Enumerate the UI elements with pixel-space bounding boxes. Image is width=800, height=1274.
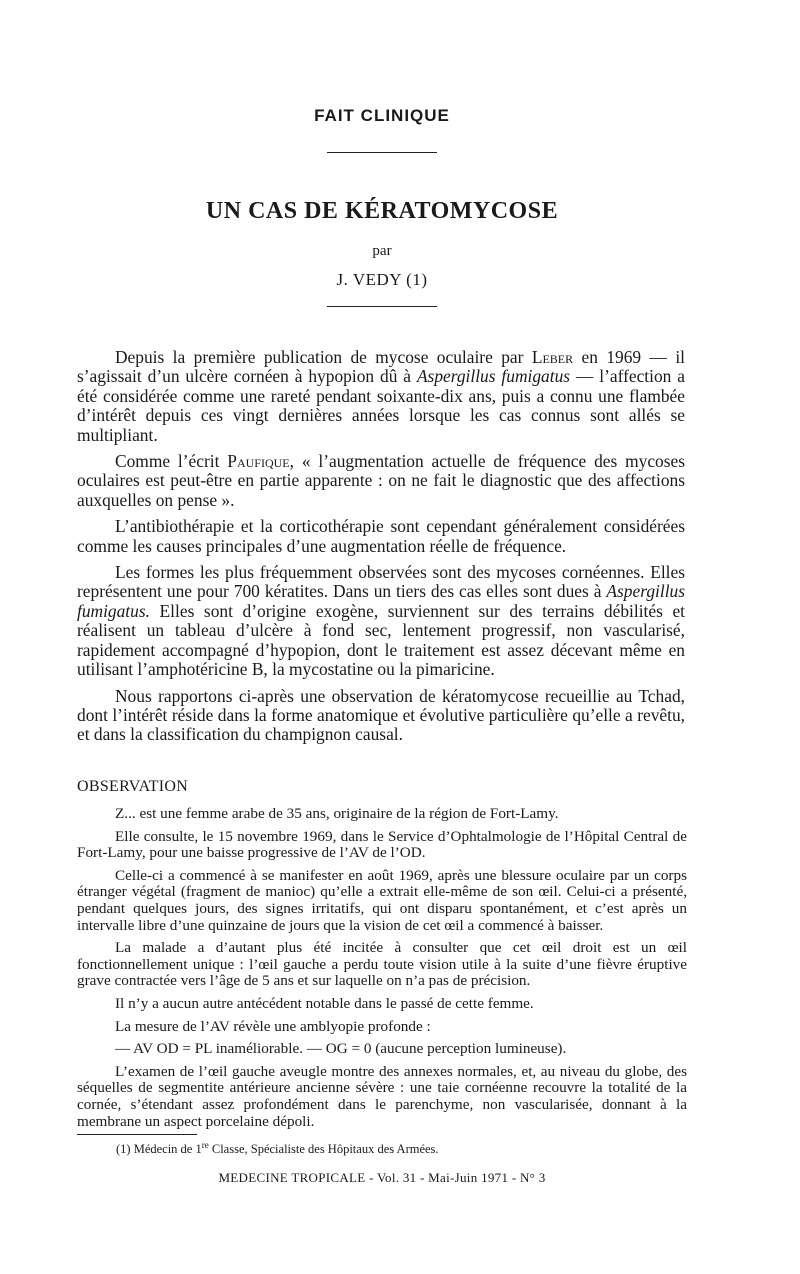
observation-paragraph: La malade a d’autant plus été incitée à consulter que cet œil droit est un œil fonctionnellement unique : l’œil gauche a perdu toute vision utile à la suite d’une fièvre éruptive grave contractée vers l’âge de 5 ans et sur laquelle on n’a pas de précision. bbox=[77, 939, 687, 990]
title-rule-top bbox=[327, 152, 437, 153]
observation-paragraph: L’examen de l’œil gauche aveugle montre des annexes normales, et, au niveau du globe, des séquelles de segmentite antérieure ancienne sévère : une taie cornéenne recouvre la totalité de la cornée, s’étendant assez profondément dans le parenchyme, non vascularisée, donnant à la membrane un aspect porcelaine dépoli. bbox=[77, 1062, 687, 1130]
article-title: UN CAS DE KÉRATOMYCOSE bbox=[205, 198, 559, 224]
observation-heading: OBSERVATION bbox=[77, 778, 189, 795]
author-name: J. VEDY (1) bbox=[336, 270, 428, 289]
title-rule-bottom bbox=[327, 306, 437, 307]
footnote: (1) Médecin de 1re Classe, Spécialiste des Hôpitaux des Armées. bbox=[116, 1140, 439, 1157]
by-line: par bbox=[372, 243, 392, 259]
observation-paragraph: Celle-ci a commencé à se manifester en août 1969, après une blessure oculaire par un corps étranger végétal (fragment de manioc) qu’elle a extrait elle-même de son œil. Celui-ci a présenté, pendant quelques jours, des signes irritatifs, qui ont disparu spontanément, et c’est après un intervalle libre d’une quinzaine de jours que la vision de cet œil a commencé à baisser. bbox=[77, 866, 687, 934]
observation-paragraph: — AV OD = PL inaméliorable. — OG = 0 (aucune perception lumineuse). bbox=[115, 1040, 567, 1058]
intro-paragraph: Nous rapportons ci-après une observation de kératomycose recueillie au Tchad, dont l’intérêt réside dans la forme anatomique et évolutive particulière qu’elle a revêtu, et dans la classification du champignon causal. bbox=[77, 685, 685, 745]
intro-paragraph: Comme l’écrit Paufique, « l’augmentation actuelle de fréquence des mycoses oculaires est peut-être en partie apparente : on ne fait le diagnostic que des affections auxquelles on pense ». bbox=[77, 451, 686, 510]
observation-paragraph: Elle consulte, le 15 novembre 1969, dans le Service d’Ophtalmologie de l’Hôpital Central de Fort-Lamy, pour une baisse progressive de l’AV de l’OD. bbox=[77, 827, 687, 862]
intro-paragraph: Les formes les plus fréquemment observées sont des mycoses cornéennes. Elles représentent une pour 700 kératites. Dans un tiers des cas elles sont dues à Aspergillus fumigatus. Elles sont d’origine exogène, surviennent sur des terrains débilités et réalisent un tableau d’ulcère à fond sec, lentement progressif, non vascularisé, rapidement accompagné d’hypopion, dont le traitement est assez décevant même en utilisant l’amphotéricine B, la mycostatine ou la pimaricine. bbox=[77, 562, 685, 680]
journal-footer: MEDECINE TROPICALE - Vol. 31 - Mai-Juin 1971 - N° 3 bbox=[218, 1170, 546, 1185]
footnote-rule bbox=[77, 1134, 197, 1135]
observation-paragraph: Z... est une femme arabe de 35 ans, originaire de la région de Fort-Lamy. bbox=[115, 805, 559, 822]
observation-paragraph: Il n’y a aucun autre antécédent notable dans le passé de cette femme. bbox=[115, 994, 534, 1012]
introduction-text bbox=[77, 348, 685, 752]
observation-paragraph: La mesure de l’AV révèle une amblyopie profonde : bbox=[115, 1017, 431, 1035]
intro-paragraph: Depuis la première publication de mycose oculaire par Leber en 1969 — il s’agissait d’un ulcère cornéen à hypopion dû à Aspergillus fumigatus — l’affection a été considérée comme une rareté pendant soixante-dix ans, puis a connu une flambée d’intérêt depuis ces vingt dernières années lorsque les cas connus sont allés se multipliant. bbox=[77, 347, 685, 445]
observation-text bbox=[77, 806, 687, 1136]
section-label: FAIT CLINIQUE bbox=[314, 106, 450, 125]
intro-paragraph: L’antibiothérapie et la corticothérapie sont cependant généralement considérées comme les causes principales d’une augmentation réelle de fréquence. bbox=[77, 516, 685, 556]
